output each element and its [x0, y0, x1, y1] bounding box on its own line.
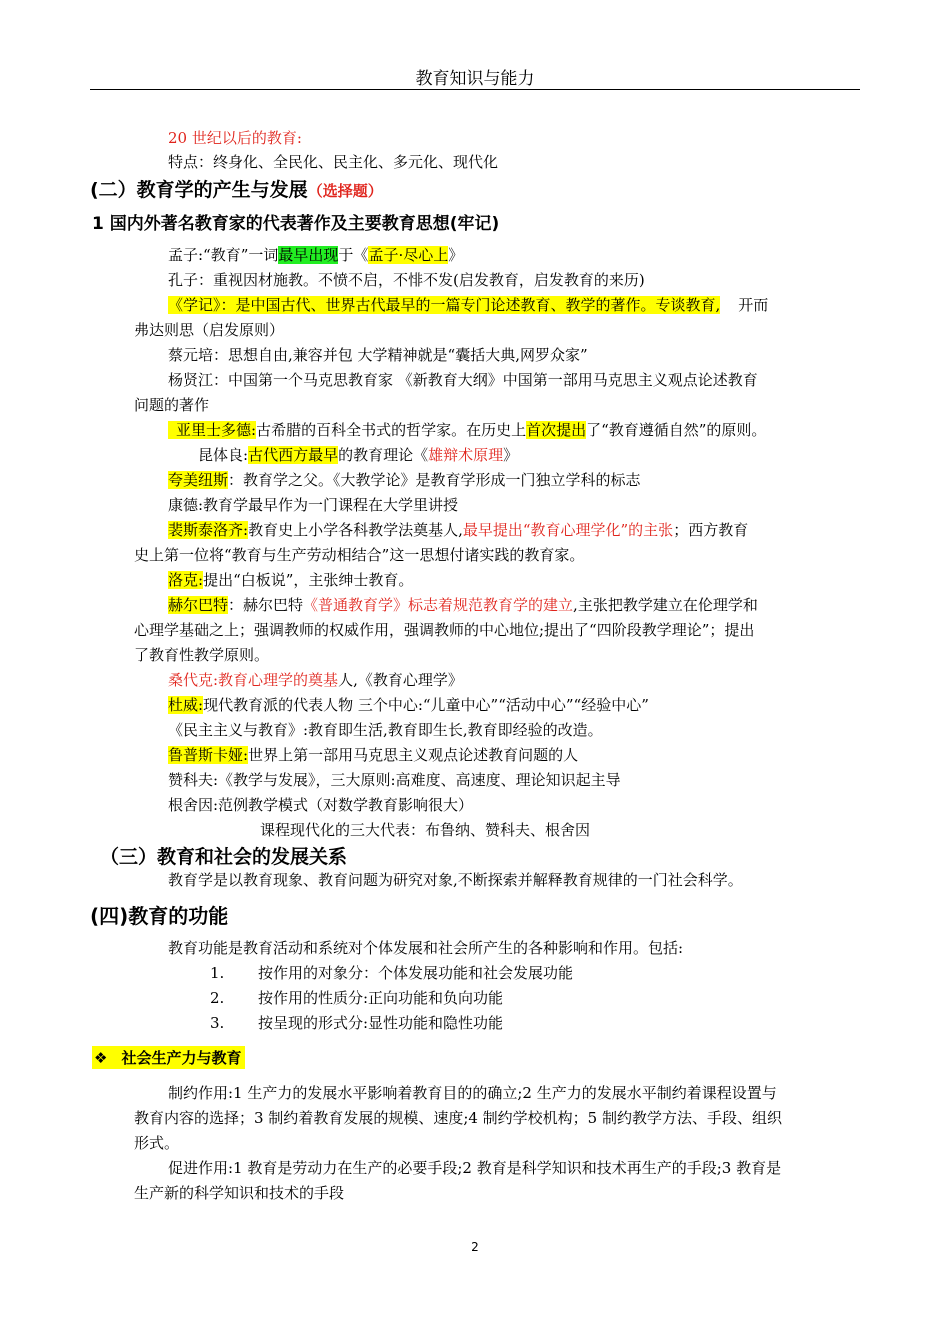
he-line-3: 了教育性教学原则。 [134, 646, 270, 664]
du-name: 杜威: [168, 696, 204, 714]
ya-text-2: 了“教育遵循自然”的原则。 [586, 421, 767, 439]
cujin-line-2: 生产新的科学知识和技术的手段 [134, 1184, 345, 1202]
item-number: 1. [210, 964, 225, 982]
he-text-2: ,主张把教学建立在伦理学和 [573, 596, 758, 614]
function-item [210, 988, 503, 1008]
zhiyue-line-3: 形式。 [134, 1134, 180, 1152]
function-item [210, 963, 573, 983]
sang-red: 桑代克:教育心理学的奠基 [168, 671, 339, 689]
pei-name: 裴斯泰洛齐: [168, 521, 249, 539]
section-2-tag: （选择题） [307, 182, 383, 200]
du-text: 现代教育派的代表人物 三个中心:“儿童中心”“活动中心”“经验中心” [203, 696, 649, 714]
kun-text: 的教育理论《 [338, 446, 429, 464]
mengzi-text-2: 于《 [338, 246, 369, 264]
cai-line: 蔡元培：思想自由,兼容并包 大学精神就是“囊括大典,网罗众家” [168, 346, 588, 364]
xueji-line-2: 弗达则思（启发原则） [134, 321, 285, 339]
bullet-label: 社会生产力与教育 [121, 1049, 242, 1067]
kun-close: 》 [503, 446, 519, 464]
he-red: 《普通教育学》标志着规范教育学的建立 [303, 596, 574, 614]
diamond-bullet-icon: ❖ [94, 1049, 108, 1067]
kun-book: 雄辩术原理 [428, 446, 504, 464]
header-title: 教育知识与能力 [415, 69, 535, 89]
header-rule [90, 89, 860, 90]
ya-line [168, 420, 766, 440]
mengzi-line [168, 245, 463, 265]
cujin-line-1: 促进作用:1 教育是劳动力在生产的必要手段;2 教育是科学知识和技术再生产的手段;3 教育是 [168, 1159, 782, 1177]
kun-highlight: 古代西方最早 [248, 446, 339, 464]
kun-name: 昆体良: [198, 446, 249, 464]
item-text: 按呈现的形式分:显性功能和隐性功能 [258, 1014, 504, 1032]
he-name: 赫尔巴特 [168, 596, 229, 614]
ya-name: 亚里士多德: [168, 421, 256, 439]
yang-line: 杨贤江：中国第一个马克思教育家 《新教育大纲》中国第一部用马克思主义观点论述教育 [168, 371, 758, 389]
pei-text: 教育史上小学各科教学法奠基人, [248, 521, 463, 539]
lu-name: 鲁普斯卡娅: [168, 746, 249, 764]
gen-line: 根舍因:范例教学模式（对数学教育影响很大） [168, 796, 474, 814]
ya-text: 古希腊的百科全书式的哲学家。在历史上 [256, 421, 527, 439]
lu-text: 世界上第一部用马克思主义观点论述教育问题的人 [248, 746, 579, 764]
xueji-line [168, 295, 768, 315]
du-line [168, 695, 649, 715]
ya-highlight: 首次提出 [526, 421, 587, 439]
item-number: 3. [210, 1014, 225, 1032]
section-4-title: (四)教育的功能 [90, 904, 229, 928]
kua-line [168, 470, 641, 490]
luoke-text: 提出“白板说”，主张绅士教育。 [203, 571, 414, 589]
item-number: 2. [210, 989, 225, 1007]
pei-text-2: ；西方教育 [673, 521, 749, 539]
sec20-heading: 20 世纪以后的教育: [168, 129, 302, 147]
page-number: 2 [471, 1240, 479, 1254]
he-line [168, 595, 758, 615]
pei-line-2: 史上第一位将“教育与生产劳动相结合”这一思想付诸实践的教育家。 [134, 546, 585, 564]
zan-line: 赞科夫:《教学与发展》，三大原则:高难度、高速度、理论知识起主导 [168, 771, 621, 789]
pei-red: 最早提出“教育心理学化”的主张 [462, 521, 674, 539]
mengzi-close: 》 [448, 246, 464, 264]
kecheng-line: 课程现代化的三大代表：布鲁纳、赞科夫、根舍因 [260, 821, 591, 839]
he-line-2: 心理学基础之上；强调教师的权威作用，强调教师的中心地位;提出了“四阶段教学理论”；提出 [134, 621, 755, 639]
kua-text: ：教育学之父。《大教学论》是教育学形成一门独立学科的标志 [228, 471, 641, 489]
luoke-name: 洛克: [168, 571, 204, 589]
subsection-heading: 1 国内外著名教育家的代表著作及主要教育思想(牢记) [92, 214, 500, 234]
sang-line [168, 670, 463, 690]
luoke-line [168, 570, 413, 590]
lu-line [168, 745, 578, 765]
function-item [210, 1013, 503, 1033]
sang-text: 人,《教育心理学》 [338, 671, 463, 689]
kun-line [198, 445, 518, 465]
kua-name: 夸美纽斯 [168, 471, 229, 489]
item-text: 按作用的性质分:正向功能和负向功能 [258, 989, 504, 1007]
bullet-heading [92, 1046, 245, 1069]
zhiyue-line-2: 教育内容的选择；3 制约着教育发展的规模、速度;4 制约学校机构；5 制约教学方法、手段、组织 [134, 1109, 782, 1127]
mengzi-book: 孟子·尽心上 [368, 246, 449, 264]
xueji-tail: 开而 [738, 296, 769, 314]
section-2-heading [90, 175, 383, 202]
section-4-intro: 教育功能是教育活动和系统对个体发展和社会所产生的各种影响和作用。包括: [168, 939, 684, 957]
section-2-title: (二）教育学的产生与发展 [90, 179, 308, 201]
xueji-highlight: 《学记》：是中国古代、世界古代最早的一篇专门论述教育、教学的著作。专谈教育, [168, 296, 721, 314]
section-3-text: 教育学是以教育现象、教育问题为研究对象,不断探索并解释教育规律的一门社会科学。 [168, 871, 743, 889]
du-line-2: 《民主主义与教育》:教育即生活,教育即生长,教育即经验的改造。 [168, 721, 603, 739]
kongzi-line: 孔子：重视因材施教。不愤不启，不悱不发(启发教育，启发教育的来历) [168, 271, 645, 289]
sec20-features: 特点：终身化、全民化、民主化、多元化、现代化 [168, 153, 499, 171]
mengzi-text: 孟子:“教育”一词 [168, 246, 279, 264]
mengzi-highlight: 最早出现 [278, 246, 339, 264]
zhiyue-line-1: 制约作用:1 生产力的发展水平影响着教育目的的确立;2 生产力的发展水平制约着课程设置与 [168, 1084, 777, 1102]
he-text: ：赫尔巴特 [228, 596, 304, 614]
kant-line: 康德:教育学最早作为一门课程在大学里讲授 [168, 496, 459, 514]
item-text: 按作用的对象分：个体发展功能和社会发展功能 [258, 964, 574, 982]
section-3-title: （三）教育和社会的发展关系 [100, 846, 348, 868]
pei-line [168, 520, 748, 540]
yang-line-2: 问题的著作 [134, 396, 210, 414]
